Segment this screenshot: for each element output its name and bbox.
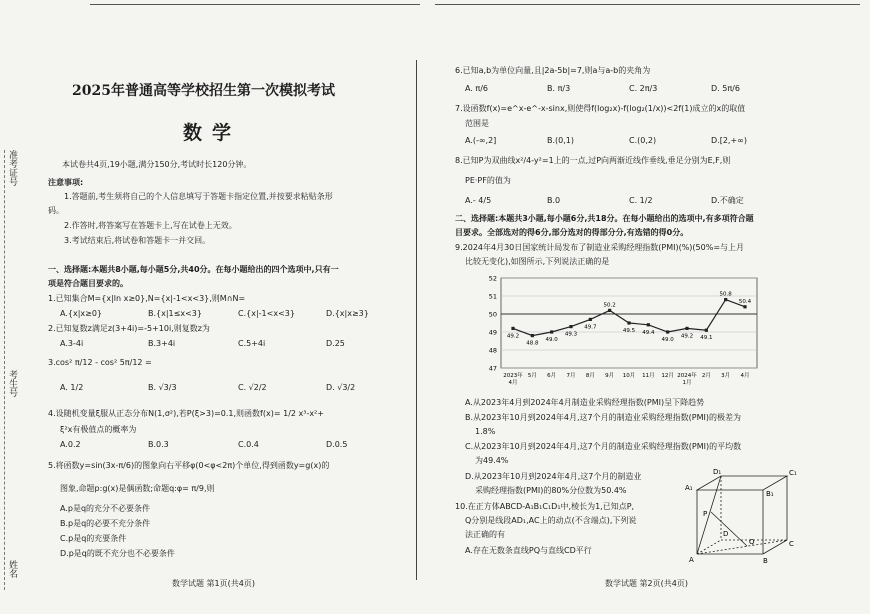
- q10-option-a: A.存在无数条直线PQ与直线CD平行: [465, 546, 592, 555]
- data-label: 49.2: [680, 333, 694, 340]
- q5-option-a: A.p是q的充分不必要条件: [60, 504, 151, 513]
- x-tick-label: 9月: [605, 373, 615, 379]
- subject-title: 数学: [183, 122, 242, 144]
- page-divider: [416, 60, 417, 580]
- q4-option-a: A.0.2: [60, 440, 81, 449]
- q7-option-d: D.[2,+∞): [711, 136, 747, 145]
- section-1-heading: 一、选择题:本题共8小题,每小题5分,共40分。在每小题给出的四个选项中,只有一: [48, 265, 339, 274]
- q2-option-a: A.3-4i: [60, 339, 84, 348]
- x-tick-label: 11月: [642, 373, 655, 379]
- data-point: [608, 309, 611, 312]
- name-label: 姓名: [7, 560, 17, 578]
- q8-option-d: D.不确定: [711, 196, 744, 205]
- chart-points: [507, 292, 752, 347]
- question-9-cont: 比较无变化),如图所示,下列说法正确的是: [465, 257, 610, 266]
- intro-text: 本试卷共4页,19小题,满分150分,考试时长120分钟。: [62, 160, 252, 169]
- data-point: [666, 330, 669, 333]
- notice-3: 3.考试结束后,将试卷和答题卡一并交回。: [64, 236, 211, 245]
- data-point: [743, 305, 746, 308]
- cube-label-b: B: [763, 557, 768, 565]
- q1-option-d: D.{x|x≥3}: [326, 309, 369, 318]
- q3-option-b: B. √3/3: [148, 383, 177, 392]
- data-point: [511, 327, 514, 330]
- question-7: 7.设函数f(x)=e^x-e^-x-sinx,则使得f(log₂x)-f(log₂(1/x))<2f(1)成立的x的取值: [455, 104, 746, 113]
- q7-option-a: A.(-∞,2]: [465, 136, 497, 145]
- data-point: [550, 330, 553, 333]
- q7-option-b: B.(0,1): [547, 136, 574, 145]
- q8-option-a: A.- 4/5: [465, 196, 492, 205]
- x-tick-label: 10月: [622, 373, 636, 379]
- cube-label-q: Q: [749, 538, 755, 546]
- data-label: 49.1: [700, 335, 713, 342]
- question-10-cont: Q分别是线段AD₁,AC上的动点(不含端点),下列说: [465, 516, 637, 525]
- q9-option-a: A.从2023年4月到2024年4月制造业采购经理指数(PMI)呈下降趋势: [465, 398, 705, 407]
- notice-1: 1.答题前,考生须将自己的个人信息填写于答题卡指定位置,并按要求粘贴条形: [64, 192, 333, 201]
- y-tick-label: 51: [488, 292, 497, 301]
- data-label: 49.4: [642, 329, 655, 336]
- data-label: 48.8: [526, 340, 539, 347]
- question-1: 1.已知集合M={x|ln x≥0},N={x|-1<x<3},则M∩N=: [48, 294, 246, 303]
- cube-label-d: D: [723, 530, 729, 538]
- binding-line: [4, 150, 6, 590]
- data-point: [589, 318, 592, 321]
- question-6: 6.已知a,b为单位向量,且|2a-5b|=7,则a与a-b的夹角为: [455, 66, 651, 75]
- x-tick-label: 2023年: [503, 373, 523, 379]
- data-label: 49.7: [584, 324, 597, 331]
- q8-option-b: B.0: [547, 196, 561, 205]
- question-3: 3.cos² π/12 - cos² 5π/12 =: [48, 358, 152, 367]
- x-tick-label: 12月: [661, 373, 674, 379]
- x-tick-label: 4月: [740, 373, 750, 379]
- q9-option-b-cont: 1.8%: [475, 427, 496, 436]
- cube-label-b1: B₁: [766, 490, 774, 498]
- data-point: [685, 327, 688, 330]
- q9-option-c-cont: 为49.4%: [475, 456, 509, 465]
- notice-heading: 注意事项:: [48, 178, 84, 187]
- data-point: [724, 298, 727, 301]
- q4-option-d: D.0.5: [326, 440, 348, 449]
- q6-option-c: C. 2π/3: [629, 84, 658, 93]
- question-10: 10.在正方体ABCD-A₁B₁C₁D₁中,棱长为1,已知点P,: [455, 502, 635, 511]
- data-label: 49.5: [622, 328, 636, 334]
- q7-option-c: C.(0,2): [629, 136, 657, 145]
- question-8-cont: PE·PF的值为: [465, 176, 511, 185]
- data-label: 49.0: [661, 337, 674, 343]
- question-5: 5.将函数y=sin(3x-π/6)的图象向右平移φ(0<φ<2π)个单位,得到函数y=g(x)的: [48, 461, 330, 470]
- cube-label-c: C: [789, 540, 794, 548]
- q5-option-b: B.p是q的必要不充分条件: [60, 519, 151, 528]
- exam-title: 2025年普通高等学校招生第一次模拟考试: [72, 83, 335, 99]
- q2-option-b: B.3+4i: [148, 339, 176, 348]
- data-point: [627, 321, 630, 324]
- x-tick-label: 6月: [547, 373, 557, 379]
- question-5-cont: 图象,命题p:g(x)是偶函数;命题q:φ= π/9,则: [60, 484, 215, 493]
- question-2: 2.已知复数z满足z(3+4i)=-5+10i,则复数z为: [48, 324, 210, 333]
- x-tick-label-month: 1月: [682, 380, 692, 386]
- chart-y-ticks: [489, 275, 497, 373]
- q9-option-c: C.从2023年10月到2024年4月,这7个月的制造业采购经理指数(PMI)的平均数: [465, 442, 742, 451]
- data-label: 49.2: [506, 333, 520, 340]
- data-label: 50.8: [719, 291, 732, 298]
- exam-id-label: 准考证号: [7, 150, 17, 186]
- q3-option-c: C. √2/2: [238, 383, 267, 392]
- q2-option-c: C.5+4i: [238, 339, 266, 348]
- right-footer: 数学试题 第2页(共4页): [605, 579, 688, 588]
- question-9: 9.2024年4月30日国家统计局发布了制造业采购经理指数(PMI)(%)(50%=与上月: [455, 243, 745, 252]
- question-10-cont2: 法正确的有: [465, 530, 505, 539]
- y-tick-label: 50: [488, 310, 497, 319]
- x-tick-label: 3月: [721, 373, 731, 379]
- cube-diagram: [683, 466, 803, 566]
- q9-option-d-cont: 采购经理指数(PMI)的80%分位数为50.4%: [475, 486, 627, 495]
- q1-option-c: C.{x|-1<x<3}: [238, 309, 295, 318]
- cube-label-d1: D₁: [713, 468, 722, 476]
- q5-option-c: C.p是q的充要条件: [60, 534, 127, 543]
- q3-option-a: A. 1/2: [60, 383, 84, 392]
- y-tick-label: 47: [488, 364, 497, 373]
- q1-option-a: A.{x|x≥0}: [60, 309, 103, 318]
- question-4-cont: ξ²x有极值点的概率为: [60, 425, 137, 434]
- q6-option-b: B. π/3: [547, 84, 571, 93]
- x-tick-label: 2月: [701, 373, 711, 379]
- data-label: 49.0: [545, 337, 558, 343]
- cube-label-a: A: [689, 556, 694, 564]
- cube-label-p: P: [703, 510, 708, 518]
- pmi-line-chart: [475, 270, 765, 395]
- data-label: 50.2: [603, 302, 616, 309]
- q8-option-c: C. 1/2: [629, 196, 653, 205]
- data-point: [531, 334, 534, 337]
- q9-option-b: B.从2023年10月到2024年4月,这7个月的制造业采购经理指数(PMI)的极差为: [465, 413, 741, 422]
- y-tick-label: 49: [488, 328, 497, 337]
- question-4: 4.设随机变量ξ服从正态分布N(1,σ²),若P(ξ>3)=0.1,则函数f(x)= 1/2 x³-x²+: [48, 409, 324, 418]
- q4-option-c: C.0.4: [238, 440, 259, 449]
- q9-option-d: D.从2023年10月到2024年4月,这7个月的制造业: [465, 472, 642, 481]
- q2-option-d: D.25: [326, 339, 345, 348]
- section-2-heading: 二、选择题:本题共3小题,每小题6分,共18分。在每小题给出的选项中,有多项符合题: [455, 214, 754, 223]
- q6-option-d: D. 5π/6: [711, 84, 740, 93]
- x-tick-label: 5月: [527, 373, 537, 379]
- chart-x-ticks: [503, 371, 749, 386]
- top-rule: [90, 4, 420, 5]
- data-point: [705, 329, 708, 332]
- cube-label-a1: A₁: [685, 484, 693, 492]
- q4-option-b: B.0.3: [148, 440, 169, 449]
- section-1-heading-cont: 项是符合题目要求的。: [48, 279, 128, 288]
- y-tick-label: 52: [488, 274, 497, 283]
- left-footer: 数学试题 第1页(共4页): [172, 579, 255, 588]
- x-tick-label: 2024年: [677, 373, 697, 379]
- q3-option-d: D. √3/2: [326, 383, 356, 392]
- data-point: [569, 325, 572, 328]
- x-tick-label: 7月: [566, 373, 576, 379]
- question-8: 8.已知P为双曲线x²/4-y²=1上的一点,过P向两渐近线作垂线,垂足分别为E,F,则: [455, 156, 731, 165]
- candidate-no-label: 考生号: [7, 370, 17, 397]
- q1-option-b: B.{x|1≤x<3}: [148, 309, 202, 318]
- notice-2: 2.作答时,将答案写在答题卡上,写在试卷上无效。: [64, 221, 237, 230]
- data-label: 49.3: [564, 331, 578, 338]
- notice-1-cont: 码。: [48, 206, 64, 215]
- data-label: 50.4: [738, 298, 752, 305]
- right-page: [435, 0, 870, 614]
- top-rule-right: [435, 4, 860, 5]
- data-point: [647, 323, 650, 326]
- q5-option-d: D.p是q的既不充分也不必要条件: [60, 549, 175, 558]
- x-tick-label-month: 4月: [508, 380, 518, 386]
- cube-label-c1: C₁: [789, 469, 797, 477]
- q6-option-a: A. π/6: [465, 84, 489, 93]
- section-2-heading-cont: 目要求。全部选对的得6分,部分选对的得部分分,有选错的得0分。: [455, 228, 689, 237]
- x-tick-label: 8月: [585, 373, 595, 379]
- y-tick-label: 48: [488, 346, 497, 355]
- question-7-cont: 范围是: [465, 119, 489, 128]
